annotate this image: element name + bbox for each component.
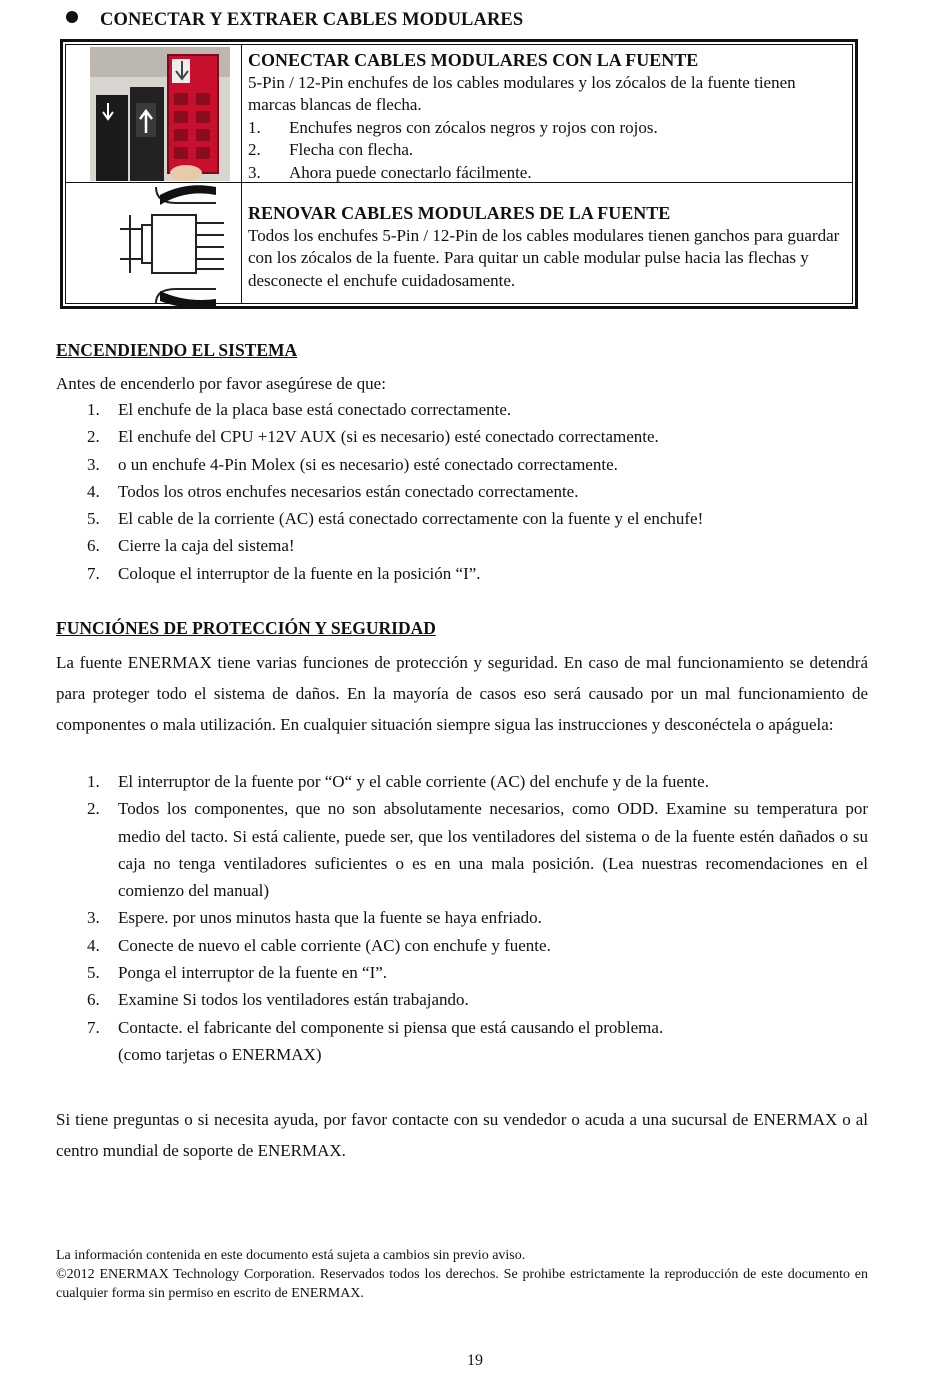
connect-steps-list <box>248 117 844 185</box>
list-item: 3. Espere. por unos minutos hasta que la fuente se haya enfriado. <box>87 908 542 928</box>
list-item: 3. o un enchufe 4-Pin Molex (si es necesario) esté conectado correctamente. <box>87 454 618 474</box>
protection-intro: La fuente ENERMAX tiene varias funciones de protección y seguridad. En caso de mal funcionamiento se detendrá para proteger todo el sistema de daños. En la mayoría de casos eso será causado por un mal funcionamiento de componentes o mala utilización. En cualquier situación siempre sigua las instrucciones y desconéctela o apáguela: <box>56 653 868 734</box>
contact-paragraph: Si tiene preguntas o si necesita ayuda, por favor contacte con su vendedor o acuda a una sucursal de ENERMAX o al centro mundial de soporte de ENERMAX. <box>56 1110 868 1160</box>
list-item: 2. El enchufe del CPU +12V AUX (si es necesario) esté conectado correctamente. <box>87 427 659 447</box>
table-row-remove <box>66 183 852 303</box>
list-item: 1. El interruptor de la fuente por “O“ y el cable corriente (AC) del enchufe y de la fuente. <box>87 772 709 791</box>
power-on-title: ENCENDIENDO EL SISTEMA <box>56 340 298 360</box>
list-item: 3. Ahora puede conectarlo fácilmente. <box>248 162 532 182</box>
connector-drawing-cell <box>66 183 242 303</box>
list-item: 6. Examine Si todos los ventiladores están trabajando. <box>87 990 469 1010</box>
list-item: 2. Flecha con flecha. <box>248 140 414 159</box>
list-item: 6. Cierre la caja del sistema! <box>87 536 295 556</box>
table-row-connect <box>66 45 852 183</box>
list-item: 1. Enchufes negros con zócalos negros y rojos con rojos. <box>248 117 658 137</box>
list-item: 7. Contacte. el fabricante del componente si piensa que está causando el problema. (como tarjetas o ENERMAX) <box>87 1017 664 1064</box>
protection-steps-list <box>56 768 868 1068</box>
remove-text-cell <box>248 202 844 292</box>
section-heading <box>66 10 523 31</box>
power-on-intro: Antes de encenderlo por favor asegúrese de que: <box>56 374 386 393</box>
connect-description: 5-Pin / 12-Pin enchufes de los cables modulares y los zócalos de la fuente tienen marcas blancas de flecha. <box>248 72 796 114</box>
remove-description: Todos los enchufes 5-Pin / 12-Pin de los cables modulares tienen ganchos para guardar con los zócalos de la fuente. Para quitar un cable modular pulse hacia las flechas y desconecte el enchufe cuidadosamente. <box>248 225 840 290</box>
connector-drawing <box>116 185 228 309</box>
protection-title: FUNCIÓNES DE PROTECCIÓN Y SEGURIDAD <box>56 618 436 638</box>
list-item: 7. Coloque el interruptor de la fuente en la posición “I”. <box>87 563 481 583</box>
list-item: 5. Ponga el interruptor de la fuente en “I”. <box>87 963 388 983</box>
modular-connector-photo <box>90 47 230 181</box>
bullet-icon <box>66 11 78 23</box>
modular-cables-table <box>60 39 858 309</box>
power-on-checklist <box>56 396 868 587</box>
list-item-extra: (como tarjetas o ENERMAX) <box>118 1044 322 1064</box>
section-heading-text: CONECTAR Y EXTRAER CABLES MODULARES <box>100 10 524 30</box>
connect-text-cell <box>248 49 844 184</box>
connector-photo-cell <box>66 45 242 182</box>
list-item: 4. Conecte de nuevo el cable corriente (AC) con enchufe y fuente. <box>87 935 551 955</box>
list-item: 2. Todos los componentes, que no son absolutamente necesarios, como ODD. Examine su temperatura por medio del tacto. Si está caliente, puede ser, que los ventiladores del sistema o de la fuente estén dañados o su caja no tenga ventiladores suficientes o es en una mala posición. (Lea nuestras recomendaciones en el comienzo del manual) <box>87 799 868 901</box>
remove-title: RENOVAR CABLES MODULARES DE LA FUENTE <box>248 203 671 223</box>
footer-copyright: ©2012 ENERMAX Technology Corporation. Reservados todos los derechos. Se prohibe estrictamente la reproducción de este documento en cualquier forma sin permiso en escrito de ENERMAX. <box>56 1267 868 1301</box>
list-item: 5. El cable de la corriente (AC) está conectado correctamente con la fuente y el enchufe! <box>87 509 704 529</box>
footer-notice: La información contenida en este documento está sujeta a cambios sin previo aviso. <box>56 1248 526 1263</box>
table-frame <box>65 44 853 304</box>
list-item: 4. Todos los otros enchufes necesarios están conectado correctamente. <box>87 481 579 501</box>
page-number: 19 <box>467 1352 483 1369</box>
list-item: 1. El enchufe de la placa base está conectado correctamente. <box>87 400 512 419</box>
connect-title: CONECTAR CABLES MODULARES CON LA FUENTE <box>248 50 699 70</box>
